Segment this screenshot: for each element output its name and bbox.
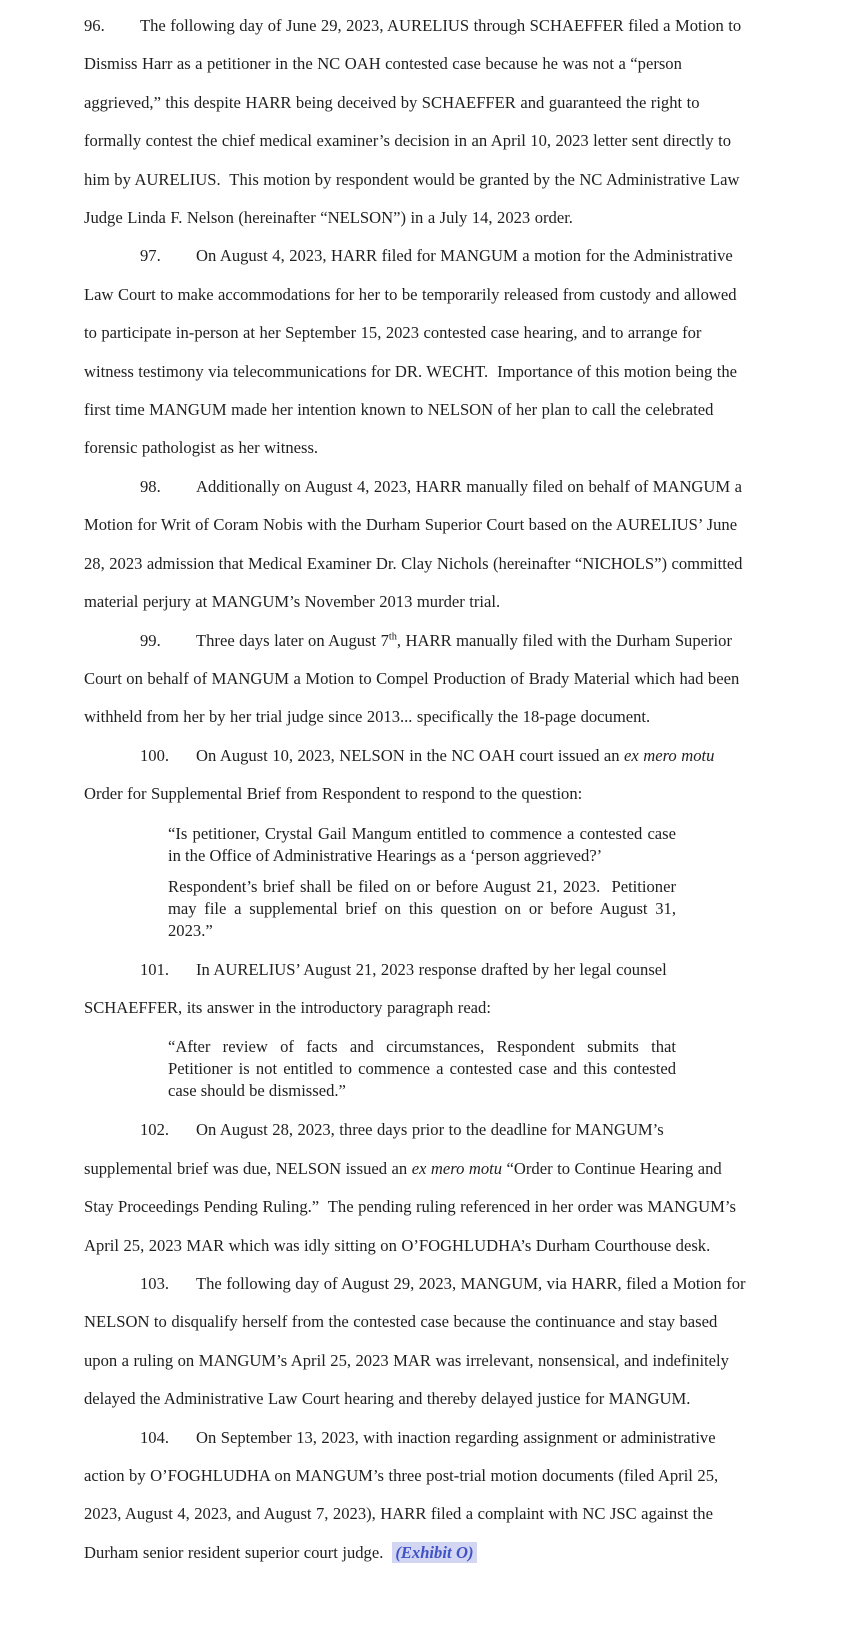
paragraph-number: 104. — [140, 1427, 170, 1447]
paragraph-99 — [84, 622, 746, 737]
text-run: The following day of June 29, 2023, AURELIUS through SCHAEFFER filed a Motion to Dismiss Harr as a petitioner in the NC OAH contested case because he was not a “person aggrieved,” this despite HARR being deceived by SCHAEFFER and guaranteed the right to formally contest the chief medical examiner’s decision in an April 10, 2023 letter sent directly to him by AURELIUS. This motion by respondent would be granted by the NC Administrative Law Judge Linda F. Nelson (hereinafter “NELSON”) in a July 14, 2023 order. — [84, 16, 742, 228]
paragraph-101 — [84, 951, 746, 1028]
paragraph-104 — [84, 1419, 746, 1573]
paragraph-number: 99. — [140, 630, 161, 650]
paragraph-number: 97. — [140, 246, 161, 266]
text-run: In AURELIUS’ August 21, 2023 response drafted by her legal counsel SCHAEFFER, its answer in the introductory paragraph read: — [84, 959, 667, 1017]
text-run: On September 13, 2023, with inaction regarding assignment or administrative action by O’FOGHLUDHA on MANGUM’s three post-trial motion documents (filed April 25, 2023, August 4, 2023, and August 7, 2023), HARR filed a complaint with NC JSC against the Durham senior resident superior court judge. — [84, 1427, 719, 1562]
text-run: Respondent’s brief shall be filed on or before August 21, 2023. Petitioner may file a supplemental brief on this question on or before August 31, 2023.” — [168, 876, 676, 940]
paragraph-102 — [84, 1111, 746, 1265]
paragraph-number: 100. — [140, 745, 170, 765]
block-quote-q1 — [168, 823, 676, 867]
paragraph-97 — [84, 237, 746, 467]
text-run: Order for Supplemental Brief from Respondent to respond to the question: — [84, 784, 583, 804]
block-quote-q3 — [168, 1036, 676, 1102]
text-run: “Order to Continue Hearing and Stay Proceedings Pending Ruling.” The pending ruling referenced in her order was MANGUM’s April 25, 2023 MAR which was idly sitting on O’FOGHLUDHA’s Durham Courthouse desk. — [84, 1158, 736, 1255]
paragraph-98 — [84, 468, 746, 622]
paragraph-100 — [84, 737, 746, 814]
text-run: On August 4, 2023, HARR filed for MANGUM a motion for the Administrative Law Court to make accommodations for her to be temporarily released from custody and allowed to participate in-person at her September 15, 2023 contested case hearing, and to arrange for witness testimony via telecommunications for DR. WECHT. Importance of this motion being the first time MANGUM made her intention known to NELSON of her plan to call the celebrated forensic pathologist as her witness. — [84, 246, 738, 458]
text-run: On August 10, 2023, NELSON in the NC OAH court issued an — [196, 745, 625, 765]
latin-phrase-italic: ex mero motu — [624, 745, 715, 765]
text-run: “After review of facts and circumstances, Respondent submits that Petitioner is not entitled to commence a contested case and this contested case should be dismissed.” — [168, 1037, 676, 1101]
latin-phrase-italic: ex mero motu — [411, 1158, 503, 1178]
text-run: “Is petitioner, Crystal Gail Mangum entitled to commence a contested case in the Office of Administrative Hearings as a ‘person aggrieved?’ — [168, 823, 676, 865]
text-run: Three days later on August 7 — [196, 630, 389, 650]
paragraph-number: 103. — [140, 1273, 170, 1293]
paragraph-103 — [84, 1265, 746, 1419]
ordinal-superscript: th — [388, 630, 397, 642]
text-run: On August 28, 2023, three days prior to the deadline for MANGUM’s supplemental brief was due, NELSON issued an — [84, 1120, 664, 1178]
paragraph-number: 98. — [140, 476, 161, 496]
document-body — [84, 7, 746, 1572]
paragraph-96 — [84, 7, 746, 237]
exhibit-o-link[interactable]: (Exhibit O) — [392, 1542, 476, 1563]
paragraph-number: 101. — [140, 959, 170, 979]
block-quote-q2 — [168, 876, 676, 942]
paragraph-number: 102. — [140, 1120, 170, 1140]
text-run: , HARR manually filed with the Durham Superior Court on behalf of MANGUM a Motion to Compel Production of Brady Material which had been withheld from her by her trial judge since 2013... specifically the 18-page document. — [84, 630, 740, 727]
text-run: The following day of August 29, 2023, MANGUM, via HARR, filed a Motion for NELSON to disqualify herself from the contested case because the continuance and stay based upon a ruling on MANGUM’s April 25, 2023 MAR was irrelevant, nonsensical, and indefinitely delayed the Administrative Law Court hearing and thereby delayed justice for MANGUM. — [84, 1273, 746, 1409]
text-run: Additionally on August 4, 2023, HARR manually filed on behalf of MANGUM a Motion for Writ of Coram Nobis with the Durham Superior Court based on the AURELIUS’ June 28, 2023 admission that Medical Examiner Dr. Clay Nichols (hereinafter “NICHOLS”) committed material perjury at MANGUM’s November 2013 murder trial. — [84, 476, 743, 612]
paragraph-number: 96. — [84, 16, 105, 35]
